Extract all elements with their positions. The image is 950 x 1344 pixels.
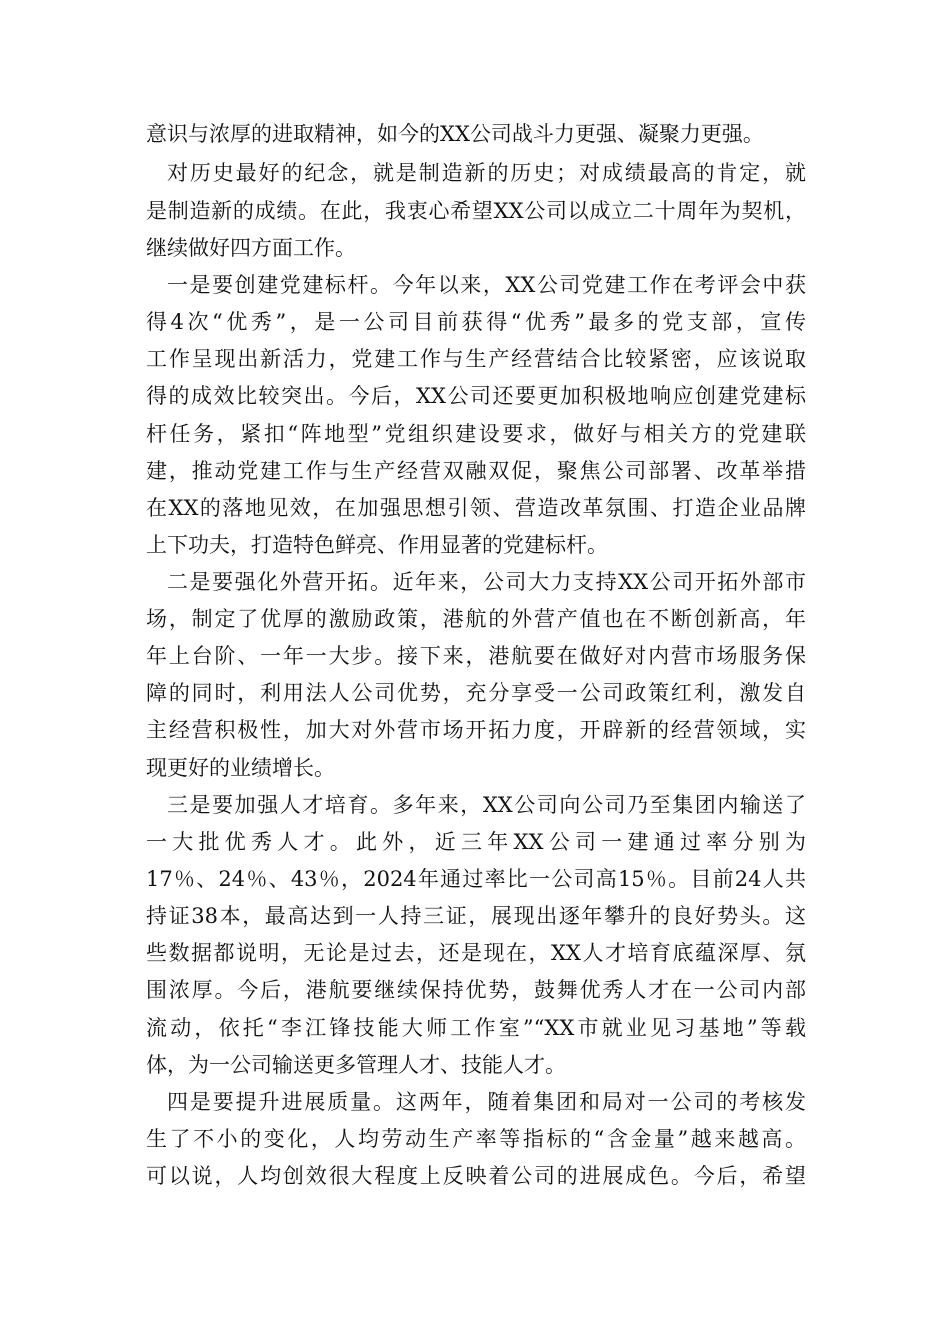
text-line: 得的成效比较突出。今后，XX公司还要更加积极地响应创建党建标 <box>146 384 806 408</box>
text-line: 17％、24％、43％，2024年通过率比一公司高15％。目前24人共 <box>146 867 806 891</box>
text-line: 杆任务，紧扣“阵地型”党组织建设要求，做好与相关方的党建联 <box>146 422 806 446</box>
text-line: 现更好的业绩增长。 <box>146 756 335 780</box>
text-line: 可以说，人均创效很大程度上反映着公司的进展成色。今后，希望 <box>146 1164 806 1188</box>
text-line: 上下功夫，打造特色鲜亮、作用显著的党建标杆。 <box>146 533 608 557</box>
text-line: 三是要加强人才培育。多年来，XX公司向公司乃至集团内输送了 <box>167 793 806 817</box>
text-line: 建，推动党建工作与生产经营双融双促，聚焦公司部署、改革举措 <box>146 459 806 483</box>
text-line: 四是要提升进展质量。这两年，随着集团和局对一公司的考核发 <box>167 1090 806 1114</box>
text-line: 体，为一公司输送更多管理人才、技能人才。 <box>146 1053 566 1077</box>
text-line: 工作呈现出新活力，党建工作与生产经营结合比较紧密，应该说取 <box>146 347 806 371</box>
text-line: 流动，依托“李江锋技能大师工作室”“XX市就业见习基地”等载 <box>146 1016 806 1040</box>
text-line: 障的同时，利用法人公司优势，充分享受一公司政策红利，激发自 <box>146 681 806 705</box>
text-line: 得4次“优秀”，是一公司目前获得“优秀”最多的党支部，宣传 <box>146 310 806 334</box>
text-line: 场，制定了优厚的激励政策，港航的外营产值也在不断创新高，年 <box>146 607 806 631</box>
text-line: 一是要创建党建标杆。今年以来，XX公司党建工作在考评会中获 <box>167 273 806 297</box>
text-line: 年上台阶、一年一大步。接下来，港航要在做好对内营市场服务保 <box>146 644 806 668</box>
text-line: 对历史最好的纪念，就是制造新的历史；对成绩最高的肯定，就 <box>167 161 806 185</box>
text-line: 一大批优秀人才。此外，近三年XX公司一建通过率分别为 <box>146 830 806 854</box>
text-line: 生了不小的变化，人均劳动生产率等指标的“含金量”越来越高。 <box>146 1127 806 1151</box>
text-line: 主经营积极性，加大对外营市场开拓力度，开辟新的经营领域，实 <box>146 718 806 742</box>
text-line: 继续做好四方面工作。 <box>146 236 356 260</box>
text-line: 持证38本，最高达到一人持三证，展现出逐年攀升的良好势头。这 <box>146 904 806 928</box>
text-line: 意识与浓厚的进取精神，如今的XX公司战斗力更强、凝聚力更强。 <box>146 122 764 146</box>
text-line: 二是要强化外营开拓。近年来，公司大力支持XX公司开拓外部市 <box>167 570 806 594</box>
text-line: 是制造新的成绩。在此，我衷心希望XX公司以成立二十周年为契机， <box>146 199 806 223</box>
text-line: 在XX的落地见效，在加强思想引领、营造改革氛围、打造企业品牌 <box>146 496 806 520</box>
text-line: 围浓厚。今后，港航要继续保持优势，鼓舞优秀人才在一公司内部 <box>146 978 806 1002</box>
text-line: 些数据都说明，无论是过去，还是现在，XX人才培育底蕴深厚、氛 <box>146 941 806 965</box>
